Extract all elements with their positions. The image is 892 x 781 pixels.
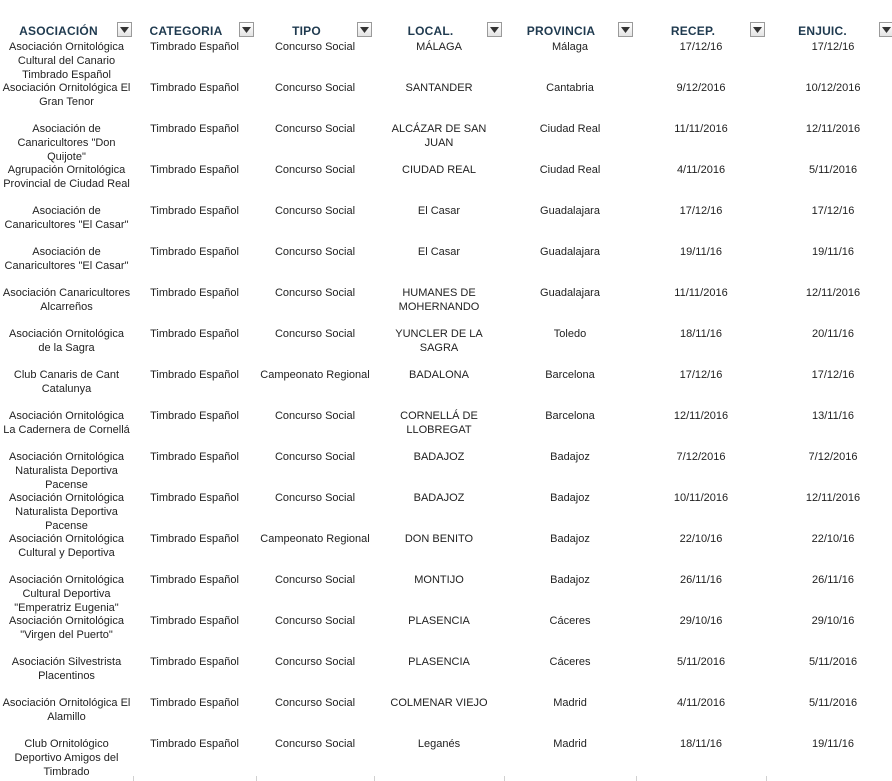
cell-enjuic[interactable]: 17/12/16 [811, 369, 855, 381]
table-row[interactable] [0, 450, 892, 491]
cell-categoria[interactable]: Timbrado Español [150, 656, 239, 668]
cell-provincia[interactable]: Guadalajara [540, 246, 600, 258]
cell-provincia[interactable]: Ciudad Real [539, 123, 601, 135]
cell-categoria[interactable]: Timbrado Español [150, 287, 239, 299]
cell-enjuic[interactable]: 5/11/2016 [808, 164, 858, 176]
cell-provincia[interactable]: Badajoz [550, 492, 590, 504]
cell-recep[interactable]: 17/12/16 [679, 41, 723, 53]
cell-provincia[interactable]: Badajoz [550, 533, 590, 545]
cell-recep[interactable]: 26/11/16 [679, 574, 722, 586]
cell-recep[interactable]: 4/11/2016 [676, 164, 726, 176]
cell-local[interactable]: PLASENCIA [408, 656, 470, 668]
cell-local[interactable]: El Casar [417, 246, 461, 258]
cell-enjuic[interactable]: 19/11/16 [811, 738, 854, 750]
column-divider [766, 776, 767, 781]
cell-categoria[interactable]: Timbrado Español [150, 574, 239, 586]
cell-local[interactable]: DON BENITO [404, 533, 474, 545]
cell-asociacion[interactable]: Asociación Ornitológica "Virgen del Puerto" [9, 615, 124, 641]
cell-categoria[interactable]: Timbrado Español [150, 123, 239, 135]
column-divider [374, 776, 375, 781]
cell-recep[interactable]: 17/12/16 [679, 205, 723, 217]
cell-provincia[interactable]: Toledo [553, 328, 587, 340]
column-header-label: TIPO [292, 24, 321, 38]
cell-provincia[interactable]: Madrid [553, 697, 587, 709]
table-row[interactable] [0, 245, 892, 286]
cell-tipo[interactable]: Concurso Social [274, 287, 356, 299]
cell-asociacion[interactable]: Asociación Ornitológica Cultural Deportiva "Emperatriz Eugenia" [9, 574, 124, 614]
cell-enjuic[interactable]: 12/11/2016 [805, 492, 861, 504]
cell-tipo[interactable]: Campeonato Regional [260, 533, 370, 545]
cell-local[interactable]: BADAJOZ [413, 492, 465, 504]
cell-asociacion[interactable]: Asociación de Canaricultores "El Casar" [4, 246, 129, 272]
cell-provincia[interactable]: Guadalajara [540, 205, 600, 217]
filter-button-categoria[interactable] [239, 22, 254, 37]
cell-asociacion[interactable]: Asociación Ornitológica El Gran Tenor [2, 82, 131, 108]
cell-tipo[interactable]: Concurso Social [274, 328, 356, 340]
cell-recep[interactable]: 4/11/2016 [676, 697, 726, 709]
filter-button-provincia[interactable] [618, 22, 633, 37]
cell-recep[interactable]: 29/10/16 [679, 615, 723, 627]
column-header-label: PROVINCIA [526, 24, 596, 38]
cell-provincia[interactable]: Cáceres [549, 615, 591, 627]
cell-provincia[interactable]: Badajoz [550, 451, 590, 463]
cell-asociacion[interactable]: Agrupación Ornitológica Provincial de Ciudad Real [3, 164, 130, 190]
cell-enjuic[interactable]: 7/12/2016 [808, 451, 858, 463]
cell-provincia[interactable]: Barcelona [545, 410, 595, 422]
column-header-label: LOCAL. [407, 24, 454, 38]
column-header-label: ENJUIC. [798, 24, 847, 38]
table-row[interactable] [0, 573, 892, 614]
cell-local[interactable]: CORNELLÁ DE LLOBREGAT [400, 410, 478, 436]
cell-recep[interactable]: 11/11/2016 [674, 287, 728, 299]
cell-enjuic[interactable]: 5/11/2016 [808, 656, 858, 668]
cell-enjuic[interactable]: 13/11/16 [811, 410, 854, 422]
cell-tipo[interactable]: Campeonato Regional [260, 369, 370, 381]
dropdown-arrow-icon [120, 27, 129, 33]
dropdown-arrow-icon [753, 27, 762, 33]
cell-asociacion[interactable]: Asociación Canaricultores Alcarreños [2, 287, 131, 313]
cell-enjuic[interactable]: 5/11/2016 [808, 697, 858, 709]
dropdown-arrow-icon [490, 27, 499, 33]
table-row[interactable] [0, 532, 892, 573]
filter-button-local[interactable] [487, 22, 502, 37]
cell-tipo[interactable]: Concurso Social [274, 451, 356, 463]
column-header-label: ASOCIACIÓN [19, 24, 98, 38]
cell-provincia[interactable]: Madrid [553, 738, 587, 750]
table-row[interactable] [0, 491, 892, 532]
filter-button-asociacion[interactable] [117, 22, 132, 37]
column-divider [256, 776, 257, 781]
cell-tipo[interactable]: Concurso Social [274, 738, 356, 750]
cell-asociacion[interactable]: Asociación Ornitológica Cultural y Deportiva [9, 533, 124, 559]
cell-asociacion[interactable]: Asociación Silvestrista Placentinos [11, 656, 122, 682]
cell-tipo[interactable]: Concurso Social [274, 410, 356, 422]
cell-local[interactable]: ALCÁZAR DE SAN JUAN [391, 123, 487, 149]
cell-recep[interactable]: 12/11/2016 [673, 410, 729, 422]
column-divider [504, 776, 505, 781]
cell-recep[interactable]: 11/11/2016 [674, 123, 728, 135]
column-header-label: CATEGORIA [149, 24, 223, 38]
column-divider [636, 776, 637, 781]
cell-asociacion[interactable]: Asociación Ornitológica de la Sagra [9, 328, 124, 354]
cell-enjuic[interactable]: 26/11/16 [811, 574, 854, 586]
cell-tipo[interactable]: Concurso Social [274, 164, 356, 176]
cell-asociacion[interactable]: Asociación Ornitológica Cultural del Canario Timbrado Español [9, 41, 124, 81]
cell-categoria[interactable]: Timbrado Español [150, 82, 239, 94]
cell-provincia[interactable]: Guadalajara [540, 287, 600, 299]
cell-tipo[interactable]: Concurso Social [274, 615, 356, 627]
table-row[interactable] [0, 163, 892, 204]
cell-recep[interactable]: 18/11/16 [679, 738, 722, 750]
cell-asociacion[interactable]: Asociación de Canaricultores "El Casar" [4, 205, 129, 231]
dropdown-arrow-icon [621, 27, 630, 33]
cell-enjuic[interactable]: 17/12/16 [811, 41, 855, 53]
cell-recep[interactable]: 17/12/16 [679, 369, 723, 381]
cell-local[interactable]: YUNCLER DE LA SAGRA [395, 328, 483, 354]
cell-enjuic[interactable]: 10/12/2016 [805, 82, 861, 94]
cell-asociacion[interactable]: Asociación de Canaricultores "Don Quijote" [17, 123, 116, 163]
cell-categoria[interactable]: Timbrado Español [150, 615, 239, 627]
cell-recep[interactable]: 22/10/16 [679, 533, 723, 545]
cell-provincia[interactable]: Cantabria [546, 82, 594, 94]
cell-local[interactable]: BADALONA [409, 369, 469, 381]
cell-categoria[interactable]: Timbrado Español [150, 697, 239, 709]
table-row[interactable] [0, 737, 892, 778]
cell-tipo[interactable]: Concurso Social [274, 492, 356, 504]
cell-provincia[interactable]: Barcelona [545, 369, 595, 381]
cell-tipo[interactable]: Concurso Social [274, 246, 356, 258]
cell-categoria[interactable]: Timbrado Español [150, 246, 239, 258]
cell-categoria[interactable]: Timbrado Español [150, 451, 239, 463]
cell-tipo[interactable]: Concurso Social [274, 123, 356, 135]
cell-categoria[interactable]: Timbrado Español [150, 410, 239, 422]
cell-provincia[interactable]: Málaga [551, 41, 589, 53]
cell-local[interactable]: MÁLAGA [416, 41, 462, 53]
dropdown-arrow-icon [882, 27, 891, 33]
filter-button-tipo[interactable] [357, 22, 372, 37]
dropdown-arrow-icon [242, 27, 251, 33]
table-row[interactable] [0, 409, 892, 450]
cell-enjuic[interactable]: 29/10/16 [811, 615, 855, 627]
table-row[interactable] [0, 327, 892, 368]
cell-provincia[interactable]: Cáceres [549, 656, 591, 668]
table-row[interactable] [0, 81, 892, 122]
cell-local[interactable]: HUMANES DE MOHERNANDO [398, 287, 480, 313]
cell-tipo[interactable]: Concurso Social [274, 205, 356, 217]
cell-recep[interactable]: 7/12/2016 [676, 451, 726, 463]
filter-button-recep[interactable] [750, 22, 765, 37]
cell-enjuic[interactable]: 20/11/16 [811, 328, 854, 340]
cell-asociacion[interactable]: Club Canaris de Cant Catalunya [13, 369, 120, 395]
cell-categoria[interactable]: Timbrado Español [150, 492, 239, 504]
table-row[interactable] [0, 286, 892, 327]
column-header-label: RECEP. [670, 24, 716, 38]
cell-asociacion[interactable]: Asociación Ornitológica Naturalista Deportiva Pacense [9, 451, 124, 491]
cell-categoria[interactable]: Timbrado Español [150, 369, 239, 381]
cell-categoria[interactable]: Timbrado Español [150, 164, 239, 176]
cell-categoria[interactable]: Timbrado Español [150, 205, 239, 217]
cell-recep[interactable]: 10/11/2016 [673, 492, 729, 504]
cell-local[interactable]: MONTIJO [414, 574, 464, 586]
table-row[interactable] [0, 122, 892, 163]
cell-enjuic[interactable]: 17/12/16 [811, 205, 855, 217]
cell-asociacion[interactable]: Club Ornitológico Deportivo Amigos del Timbrado [14, 738, 119, 778]
cell-local[interactable]: PLASENCIA [408, 615, 470, 627]
cell-enjuic[interactable]: 22/10/16 [811, 533, 855, 545]
cell-categoria[interactable]: Timbrado Español [150, 328, 239, 340]
table-row[interactable] [0, 655, 892, 696]
cell-local[interactable]: El Casar [417, 205, 461, 217]
cell-enjuic[interactable]: 19/11/16 [811, 246, 854, 258]
table-row[interactable] [0, 368, 892, 409]
filter-button-enjuic[interactable] [879, 22, 892, 37]
cell-categoria[interactable]: Timbrado Español [150, 41, 239, 53]
cell-local[interactable]: CIUDAD REAL [402, 164, 476, 176]
cell-local[interactable]: Leganés [417, 738, 461, 750]
cell-asociacion[interactable]: Asociación Ornitológica Naturalista Deportiva Pacense [9, 492, 124, 532]
cell-local[interactable]: COLMENAR VIEJO [390, 697, 488, 709]
cell-recep[interactable]: 18/11/16 [679, 328, 722, 340]
table-row[interactable] [0, 204, 892, 245]
cell-tipo[interactable]: Concurso Social [274, 574, 356, 586]
table-row[interactable] [0, 40, 892, 81]
cell-provincia[interactable]: Badajoz [550, 574, 590, 586]
cell-local[interactable]: SANTANDER [405, 82, 473, 94]
cell-local[interactable]: BADAJOZ [413, 451, 465, 463]
cell-recep[interactable]: 9/12/2016 [676, 82, 726, 94]
cell-enjuic[interactable]: 12/11/2016 [805, 123, 861, 135]
cell-asociacion[interactable]: Asociación Ornitológica El Alamillo [2, 697, 131, 723]
cell-categoria[interactable]: Timbrado Español [150, 533, 239, 545]
table-row[interactable] [0, 614, 892, 655]
cell-asociacion[interactable]: Asociación Ornitológica La Cadernera de Cornellá [3, 410, 130, 436]
cell-enjuic[interactable]: 12/11/2016 [805, 287, 861, 299]
table-row[interactable] [0, 696, 892, 737]
cell-recep[interactable]: 5/11/2016 [676, 656, 726, 668]
cell-provincia[interactable]: Ciudad Real [539, 164, 601, 176]
cell-categoria[interactable]: Timbrado Español [150, 738, 239, 750]
cell-tipo[interactable]: Concurso Social [274, 697, 356, 709]
column-divider [133, 776, 134, 781]
dropdown-arrow-icon [360, 27, 369, 33]
cell-tipo[interactable]: Concurso Social [274, 82, 356, 94]
cell-tipo[interactable]: Concurso Social [274, 41, 356, 53]
cell-tipo[interactable]: Concurso Social [274, 656, 356, 668]
cell-recep[interactable]: 19/11/16 [679, 246, 722, 258]
